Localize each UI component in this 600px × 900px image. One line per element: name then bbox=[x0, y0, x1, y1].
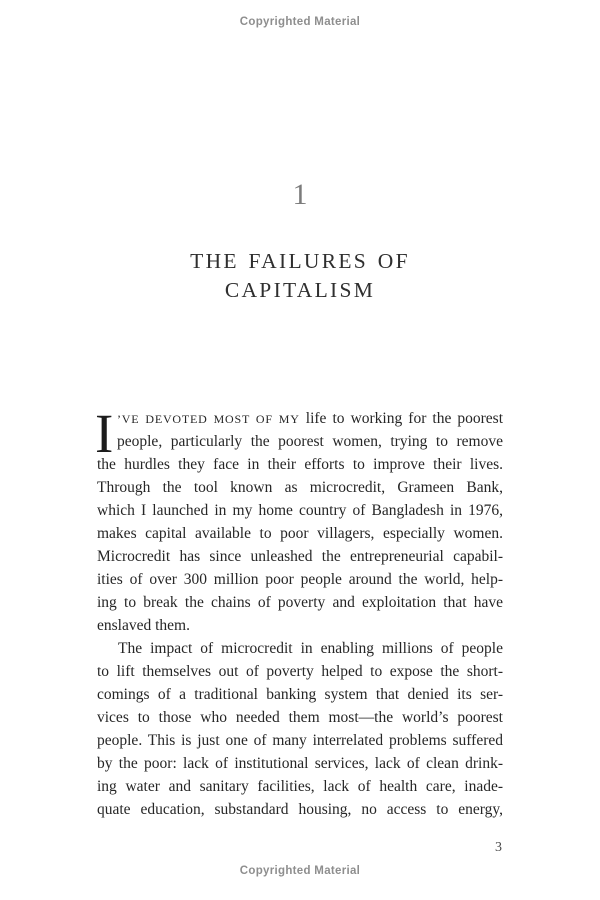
body-line: ities of over 300 million poor people around the world, help- bbox=[97, 571, 503, 588]
body-line: people. This is just one of many interrelated problems suffered bbox=[97, 732, 503, 749]
body-line: the hurdles they face in their efforts to improve their lives. bbox=[97, 456, 503, 473]
body-line: Microcredit has since unleashed the entrepreneurial capabil- bbox=[97, 548, 503, 565]
page-number: 3 bbox=[495, 840, 502, 855]
body-line: makes capital available to poor villagers, especially women. bbox=[97, 525, 503, 542]
body-lines bbox=[97, 430, 503, 821]
body-line: to lift themselves out of poverty helped to expose the short- bbox=[97, 663, 503, 680]
body-text bbox=[95, 403, 503, 821]
body-line: by the poor: lack of institutional services, lack of clean drink- bbox=[97, 755, 503, 772]
body-line-first-rest: life to working for the poorest bbox=[305, 410, 503, 427]
small-caps-opening: ’VE DEVOTED MOST OF MY bbox=[117, 412, 300, 426]
drop-cap: I bbox=[95, 403, 114, 464]
watermark-top: Copyrighted Material bbox=[239, 16, 361, 28]
body-line: The impact of microcredit in enabling millions of people bbox=[118, 640, 503, 657]
body-line-first bbox=[97, 407, 503, 430]
body-line: ing water and sanitary facilities, lack of health care, inade- bbox=[97, 778, 503, 795]
body-line: comings of a traditional banking system that denied its ser- bbox=[97, 686, 503, 703]
body-line: enslaved them. bbox=[97, 617, 190, 634]
body-line: which I launched in my home country of Bangladesh in 1976, bbox=[97, 502, 503, 519]
body-line: ing to break the chains of poverty and exploitation that have bbox=[97, 594, 503, 611]
body-line: Through the tool known as microcredit, Grameen Bank, bbox=[97, 479, 503, 496]
body-line: vices to those who needed them most—the world’s poorest bbox=[97, 709, 503, 726]
chapter-title-line2: CAPITALISM bbox=[224, 278, 376, 302]
chapter-number: 1 bbox=[292, 178, 308, 211]
watermark-bottom: Copyrighted Material bbox=[239, 865, 361, 877]
body-line: people, particularly the poorest women, trying to remove bbox=[117, 433, 503, 450]
chapter-title bbox=[0, 247, 600, 305]
body-line: quate education, substandard housing, no access to energy, bbox=[97, 801, 503, 818]
chapter-title-line1: THE FAILURES OF bbox=[190, 249, 410, 273]
